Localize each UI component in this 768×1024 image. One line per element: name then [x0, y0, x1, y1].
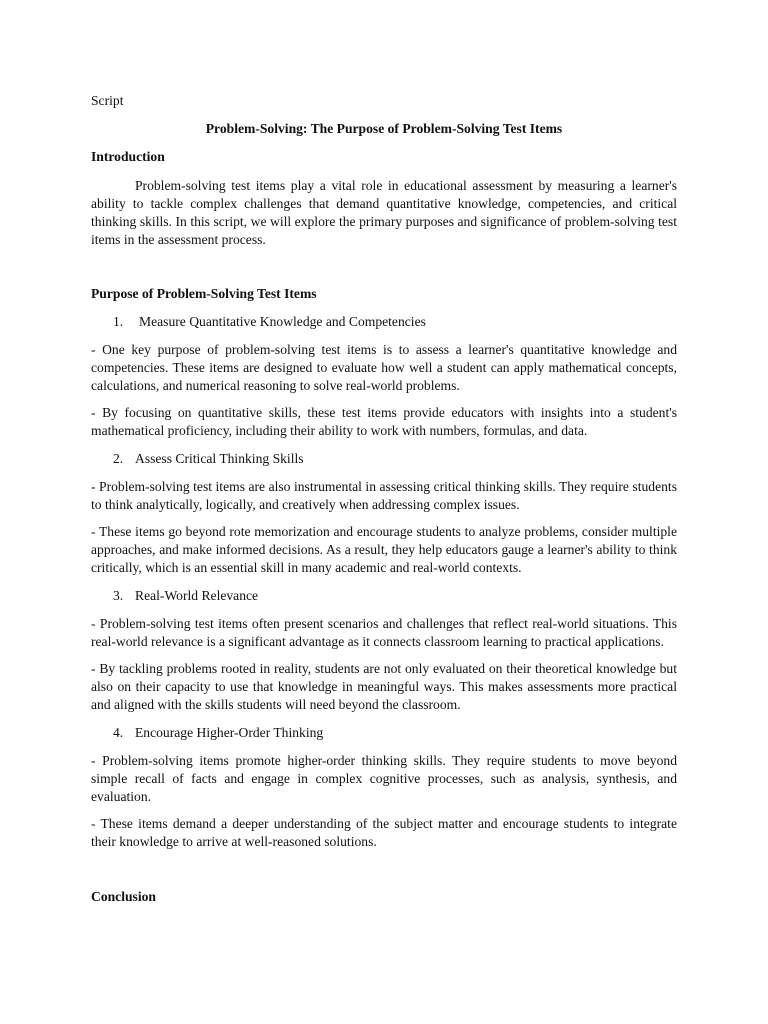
- item-4-paragraph-2: - These items demand a deeper understanding of the subject matter and encourage students to integrate their knowledge to arrive at well-reasoned solutions.: [91, 816, 677, 849]
- list-number: 4.: [113, 725, 124, 740]
- item-1-paragraph-1: - One key purpose of problem-solving test items is to assess a learner's quantitative knowledge and competencies. These items are designed to evaluate how well a student can apply mathematical concepts, calculations, and numerical reasoning to solve real-world problems.: [91, 342, 677, 393]
- list-label: Encourage Higher-Order Thinking: [135, 725, 324, 740]
- conclusion-heading: Conclusion: [91, 889, 156, 904]
- list-number: 2.: [113, 451, 124, 466]
- script-label: Script: [91, 93, 124, 108]
- item-3-paragraph-2: - By tackling problems rooted in reality, students are not only evaluated on their theoretical knowledge but also on their capacity to use that knowledge in meaningful ways. This makes assessments more practical and aligned with the skills students will need beyond the classroom.: [91, 661, 677, 712]
- list-label: Measure Quantitative Knowledge and Competencies: [139, 314, 426, 329]
- purpose-heading: Purpose of Problem-Solving Test Items: [91, 286, 317, 301]
- item-3-paragraph-1: - Problem-solving test items often present scenarios and challenges that reflect real-world situations. This real-world relevance is a significant advantage as it connects classroom learning to practical applications.: [91, 616, 677, 649]
- list-label: Real-World Relevance: [135, 588, 259, 603]
- introduction-paragraph: Problem-solving test items play a vital role in educational assessment by measuring a learner's ability to tackle complex challenges that demand quantitative knowledge, competencies, and critical thinking skills. In this script, we will explore the primary purposes and significance of problem-solving test items in the assessment process.: [91, 178, 677, 247]
- list-item-3: [113, 587, 258, 605]
- item-1-paragraph-2: - By focusing on quantitative skills, these test items provide educators with insights into a student's mathematical proficiency, including their ability to work with numbers, formulas, and data.: [91, 405, 677, 438]
- list-number: 1.: [113, 314, 124, 329]
- item-2-paragraph-1: - Problem-solving test items are also instrumental in assessing critical thinking skills. They require students to think analytically, logically, and creatively when addressing complex issues.: [91, 479, 677, 512]
- list-item-2: [113, 450, 304, 468]
- document-title: Problem-Solving: The Purpose of Problem-Solving Test Items: [205, 121, 563, 136]
- list-label: Assess Critical Thinking Skills: [135, 451, 304, 466]
- introduction-heading: Introduction: [91, 149, 165, 164]
- list-item-4: [113, 724, 323, 742]
- item-2-paragraph-2: - These items go beyond rote memorization and encourage students to analyze problems, consider multiple approaches, and make informed decisions. As a result, they help educators gauge a learner's ability to think critically, which is an essential skill in many academic and real-world contexts.: [91, 524, 677, 575]
- item-4-paragraph-1: - Problem-solving items promote higher-order thinking skills. They require students to move beyond simple recall of facts and engage in complex cognitive processes, such as analysis, synthesis, and evaluation.: [91, 753, 677, 804]
- list-item-1: [113, 313, 426, 331]
- list-number: 3.: [113, 588, 124, 603]
